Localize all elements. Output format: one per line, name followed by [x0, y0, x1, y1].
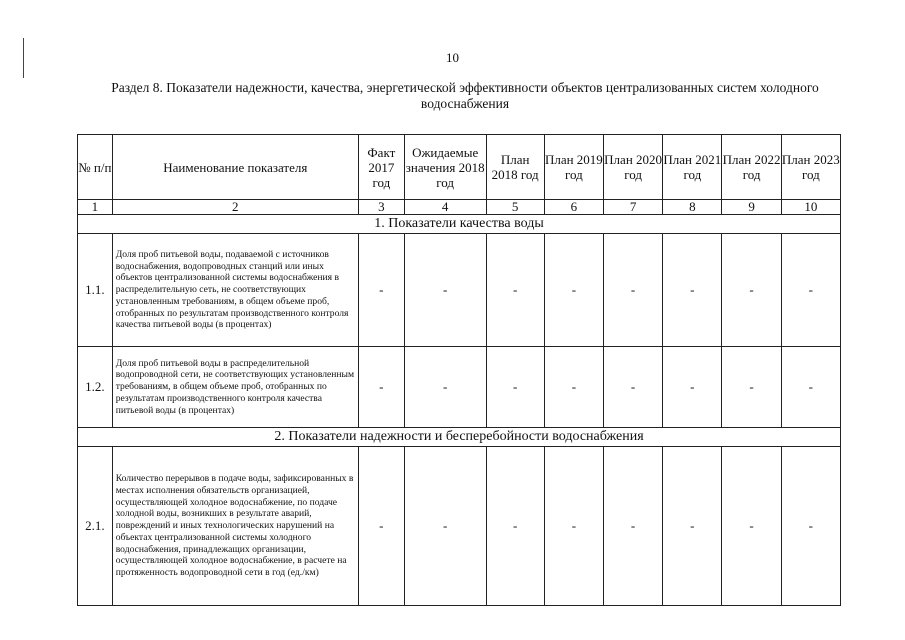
header-cell: Ожидаемые значения 2018 год [404, 135, 486, 200]
value-cell: - [404, 347, 486, 428]
table-row [78, 447, 841, 606]
column-number: 9 [722, 200, 781, 215]
header-cell: План 2023 год [781, 135, 840, 200]
row-number: 1.2. [78, 347, 113, 428]
group-heading: 1. Показатели качества воды [78, 215, 841, 234]
value-cell: - [663, 447, 722, 606]
column-number-row [78, 200, 841, 215]
value-cell: - [358, 234, 404, 347]
value-cell: - [781, 447, 840, 606]
table-row [78, 234, 841, 347]
value-cell: - [663, 347, 722, 428]
value-cell: - [722, 347, 781, 428]
header-cell: Наименование показателя [112, 135, 358, 200]
indicator-name: Количество перерывов в подаче воды, зафиксированных в местах исполнения обязательств организацией, осуществляющей холодное водоснабжение, по подаче холодной воды, возникших в результате аварий, повреждений и иных технологических нарушений на объектах централизованной системы холодного водоснабжения, принадлежащих организации, осуществляющей холодное водоснабжение, в расчете на протяженность водопроводной сети в год (ед./км) [112, 447, 358, 606]
header-cell: № п/п [78, 135, 113, 200]
header-cell: Факт 2017 год [358, 135, 404, 200]
column-number: 6 [544, 200, 603, 215]
value-cell: - [544, 447, 603, 606]
group-row [78, 428, 841, 447]
value-cell: - [663, 234, 722, 347]
section-title: Раздел 8. Показатели надежности, качества, энергетической эффективности объектов централизованных систем холодного водоснабжения [111, 80, 819, 111]
indicators-table [77, 134, 841, 606]
group-row [78, 215, 841, 234]
header-cell: План 2020 год [603, 135, 662, 200]
header-cell: План 2022 год [722, 135, 781, 200]
value-cell: - [781, 234, 840, 347]
page-number: 10 [446, 50, 459, 65]
header-cell: План 2021 год [663, 135, 722, 200]
value-cell: - [486, 347, 544, 428]
row-number: 1.1. [78, 234, 113, 347]
header-cell: План 2019 год [544, 135, 603, 200]
value-cell: - [722, 234, 781, 347]
column-number: 8 [663, 200, 722, 215]
value-cell: - [722, 447, 781, 606]
value-cell: - [486, 447, 544, 606]
column-number: 7 [603, 200, 662, 215]
value-cell: - [404, 447, 486, 606]
value-cell: - [603, 447, 662, 606]
column-number: 1 [78, 200, 113, 215]
row-number: 2.1. [78, 447, 113, 606]
value-cell: - [603, 347, 662, 428]
column-number: 2 [112, 200, 358, 215]
value-cell: - [544, 234, 603, 347]
column-number: 5 [486, 200, 544, 215]
column-number: 4 [404, 200, 486, 215]
indicator-name: Доля проб питьевой воды, подаваемой с источников водоснабжения, водопроводных станций или иных объектов централизованной системы водоснабжения в распределительную сеть, не соответствующих установленным требованиям, в общем объеме проб, отобранных по результатам производственного контроля качества питьевой воды (в процентах) [112, 234, 358, 347]
value-cell: - [781, 347, 840, 428]
value-cell: - [544, 347, 603, 428]
header-cell: План 2018 год [486, 135, 544, 200]
column-number: 10 [781, 200, 840, 215]
value-cell: - [486, 234, 544, 347]
value-cell: - [404, 234, 486, 347]
header-row [78, 135, 841, 200]
value-cell: - [358, 447, 404, 606]
value-cell: - [358, 347, 404, 428]
value-cell: - [603, 234, 662, 347]
column-number: 3 [358, 200, 404, 215]
group-heading: 2. Показатели надежности и бесперебойности водоснабжения [78, 428, 841, 447]
table-row [78, 347, 841, 428]
indicator-name: Доля проб питьевой воды в распределительной водопроводной сети, не соответствующих установленным требованиям, в общем объеме проб, отобранных по результатам производственного контроля качества питьевой воды (в процентах) [112, 347, 358, 428]
